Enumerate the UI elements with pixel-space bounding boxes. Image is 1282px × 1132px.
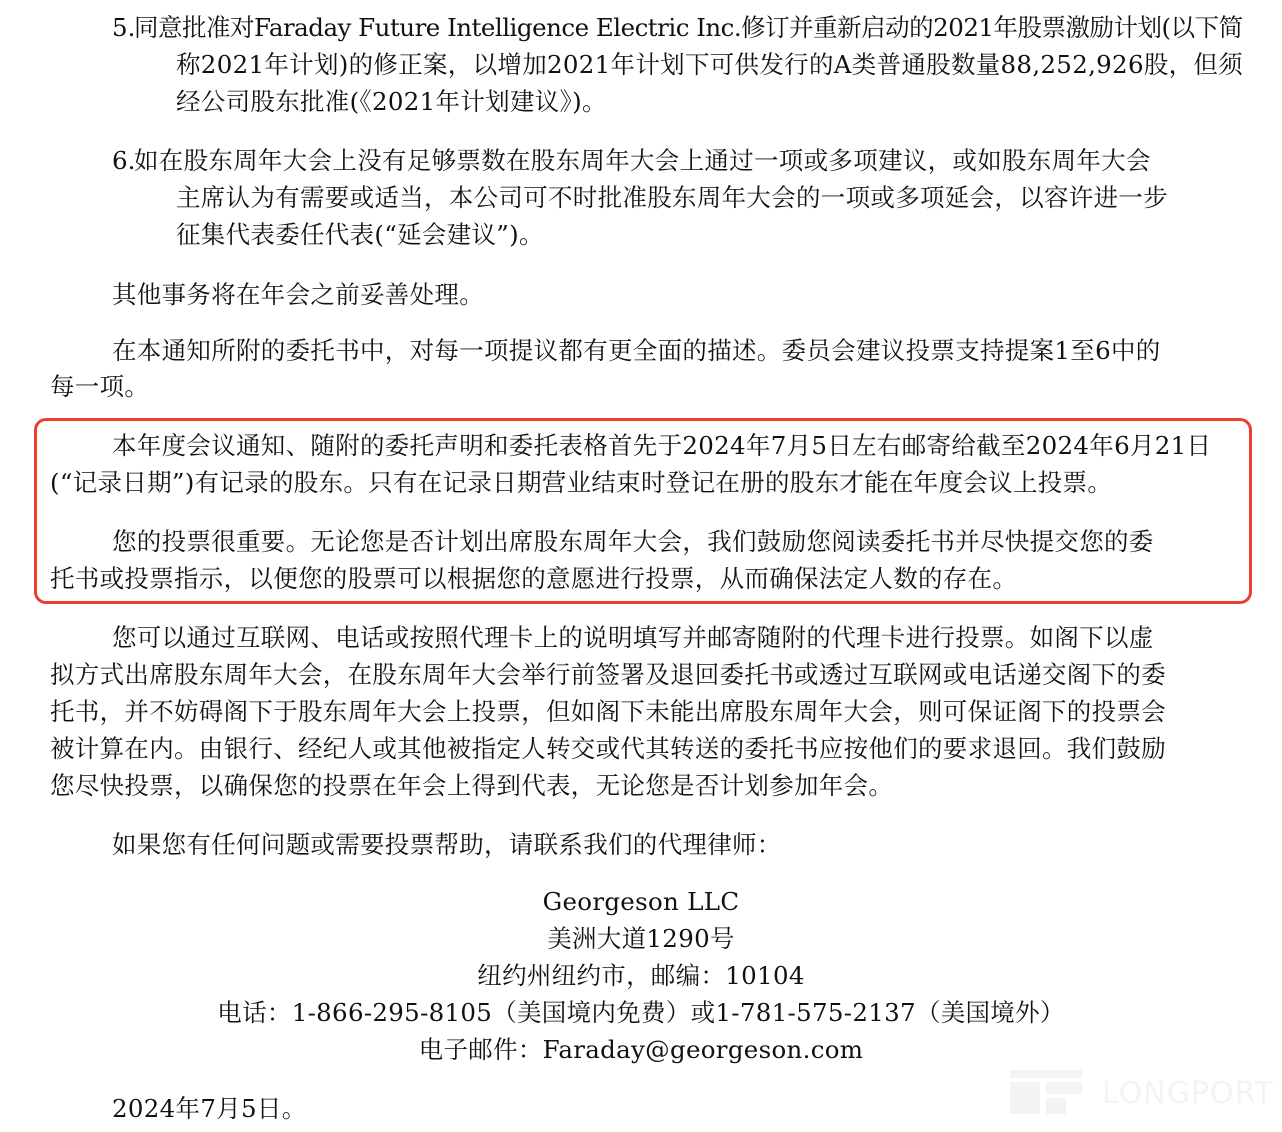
item-6-line-3: 征集代表委任代表(“延会建议”)。 <box>176 220 544 249</box>
paragraph-line: 拟方式出席股东周年大会，在股东周年大会举行前签署及退回委托书或透过互联网或电话递交阁下的委 <box>50 660 1166 689</box>
paragraph-line: 被计算在内。由银行、经纪人或其他被指定人转交或代其转送的委托书应按他们的要求退回。我们鼓励 <box>50 734 1166 763</box>
watermark-text: LONGPORT <box>1102 1076 1274 1111</box>
paragraph-line: 托书或投票指示，以便您的股票可以根据您的意愿进行投票，从而确保法定人数的存在。 <box>50 564 1018 593</box>
contact-phone: 电话：1-866-295-8105（美国境内免费）或1-781-575-2137（美国境外） <box>217 998 1065 1027</box>
longport-logo-icon <box>1010 1070 1082 1114</box>
contact-company: Georgeson LLC <box>542 887 740 916</box>
contact-address-line-2: 纽约州纽约市，邮编：10104 <box>477 961 805 990</box>
contact-email: 电子邮件：Faraday@georgeson.com <box>418 1035 864 1064</box>
item-5-line-3: 经公司股东批准(《2021年计划建议》)。 <box>176 87 607 116</box>
item-5-line-1: 同意批准对Faraday Future Intelligence Electric Inc.修订并重新启动的2021年股票激励计划(以下简 <box>134 13 1243 42</box>
contact-intro-paragraph: 如果您有任何问题或需要投票帮助，请联系我们的代理律师： <box>112 830 782 859</box>
paragraph-line: 托书，并不妨碍阁下于股东周年大会上投票，但如阁下未能出席股东周年大会，则可保证阁下的投票会 <box>50 697 1166 726</box>
other-business-paragraph: 其他事务将在年会之前妥善处理。 <box>112 280 484 309</box>
paragraph-line: (“记录日期”)有记录的股东。只有在记录日期营业结束时登记在册的股东才能在年度会议上投票。 <box>50 468 1113 497</box>
paragraph-line: 您可以通过互联网、电话或按照代理卡上的说明填写并邮寄随附的代理卡进行投票。如阁下以虚 <box>112 623 1154 652</box>
paragraph-line: 每一项。 <box>50 372 150 401</box>
contact-address-line-1: 美洲大道1290号 <box>547 924 735 953</box>
item-6-line-2: 主席认为有需要或适当，本公司可不时批准股东周年大会的一项或多项延会，以容许进一步 <box>176 183 1168 212</box>
item-5-number: 5. <box>112 13 136 42</box>
paragraph-line: 在本通知所附的委托书中，对每一项提议都有更全面的描述。委员会建议投票支持提案1至6中的 <box>112 336 1161 365</box>
paragraph-line: 本年度会议通知、随附的委托声明和委托表格首先于2024年7月5日左右邮寄给截至2024年6月21日 <box>112 431 1212 460</box>
paragraph-line: 您尽快投票，以确保您的投票在年会上得到代表，无论您是否计划参加年会。 <box>50 771 894 800</box>
item-5-line-2: 称2021年计划)的修正案，以增加2021年计划下可供发行的A类普通股数量88,252,926股，但须 <box>176 50 1244 79</box>
item-6-number: 6. <box>112 146 136 175</box>
watermark <box>1010 1068 1274 1118</box>
item-6-line-1: 如在股东周年大会上没有足够票数在股东周年大会上通过一项或多项建议，或如股东周年大会 <box>134 146 1151 175</box>
paragraph-line: 您的投票很重要。无论您是否计划出席股东周年大会，我们鼓励您阅读委托书并尽快提交您的委 <box>112 527 1154 556</box>
document-date: 2024年7月5日。 <box>112 1094 307 1123</box>
